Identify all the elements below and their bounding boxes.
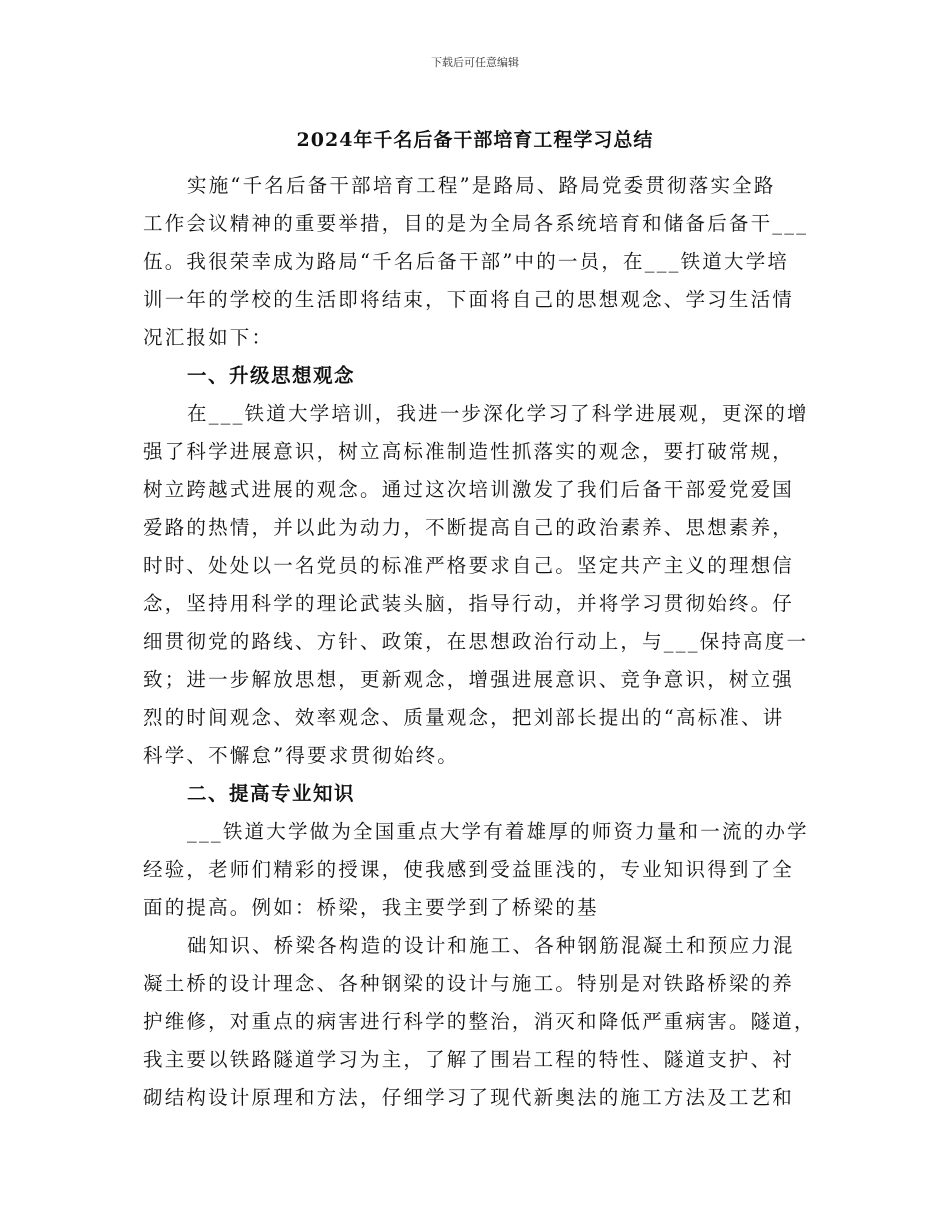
- paragraph-line: 致；进一步解放思想，更新观念，增强进展意识、竞争意识，树立强: [143, 668, 795, 691]
- paragraph-line: 况汇报如下：: [143, 326, 274, 349]
- paragraph-line: 强了科学进展意识，树立高标准制造性抓落实的观念，要打破常规，: [143, 440, 795, 463]
- document-title: 2024年千名后备干部培育工程学习总结: [296, 129, 654, 151]
- paragraph-line: 爱路的热情，并以此为动力，不断提高自己的政治素养、思想素养，: [143, 516, 795, 539]
- paragraph-line: 烈的时间观念、效率观念、质量观念，把刘部长提出的“高标准、讲: [143, 706, 785, 729]
- paragraph-line: 础知识、桥梁各构造的设计和施工、各种钢筋混凝土和预应力混: [187, 934, 795, 957]
- page-header-note: 下载后可任意编辑: [431, 56, 519, 69]
- paragraph-line: 凝土桥的设计理念、各种钢梁的设计与施工。特别是对铁路桥梁的养: [143, 972, 795, 995]
- paragraph-line: 念，坚持用科学的理论武装头脑，指导行动，并将学习贯彻始终。仔: [143, 592, 795, 615]
- paragraph-line: 时时、处处以一名党员的标准严格要求自己。坚定共产主义的理想信: [143, 554, 795, 577]
- paragraph-line: 砌结构设计原理和方法，仔细学习了现代新奥法的施工方法及工艺和: [143, 1086, 795, 1109]
- paragraph-line: 面的提高。例如：桥梁，我主要学到了桥梁的基: [143, 896, 599, 919]
- section-heading: 一、升级思想观念: [187, 364, 356, 387]
- paragraph-line: 在___铁道大学培训，我进一步深化学习了科学进展观，更深的增: [187, 402, 809, 425]
- section-heading: 二、提高专业知识: [187, 782, 356, 805]
- paragraph-line: 细贯彻党的路线、方针、政策，在思想政治行动上，与___保持高度一: [143, 630, 809, 653]
- paragraph-line: ___铁道大学做为全国重点大学有着雄厚的师资力量和一流的办学: [187, 820, 809, 843]
- paragraph-line: 我主要以铁路隧道学习为主，了解了围岩工程的特性、隧道支护、衬: [143, 1048, 795, 1071]
- paragraph-line: 科学、不懈怠”得要求贯彻始终。: [143, 744, 459, 767]
- paragraph-line: 工作会议精神的重要举措，目的是为全局各系统培育和储备后备干___: [143, 212, 809, 235]
- paragraph-line: 护维修，对重点的病害进行科学的整治，消灭和降低严重病害。隧道，: [143, 1010, 816, 1033]
- paragraph-line: 树立跨越式进展的观念。通过这次培训激发了我们后备干部爱党爱国: [143, 478, 795, 501]
- paragraph-line: 实施“千名后备干部培育工程”是路局、路局党委贯彻落实全路: [187, 174, 776, 197]
- paragraph-line: 经验，老师们精彩的授课，使我感到受益匪浅的，专业知识得到了全: [143, 858, 795, 881]
- paragraph-line: 伍。我很荣幸成为路局“千名后备干部”中的一员，在___铁道大学培: [143, 250, 790, 273]
- paragraph-line: 训一年的学校的生活即将结束，下面将自己的思想观念、学习生活情: [143, 288, 795, 311]
